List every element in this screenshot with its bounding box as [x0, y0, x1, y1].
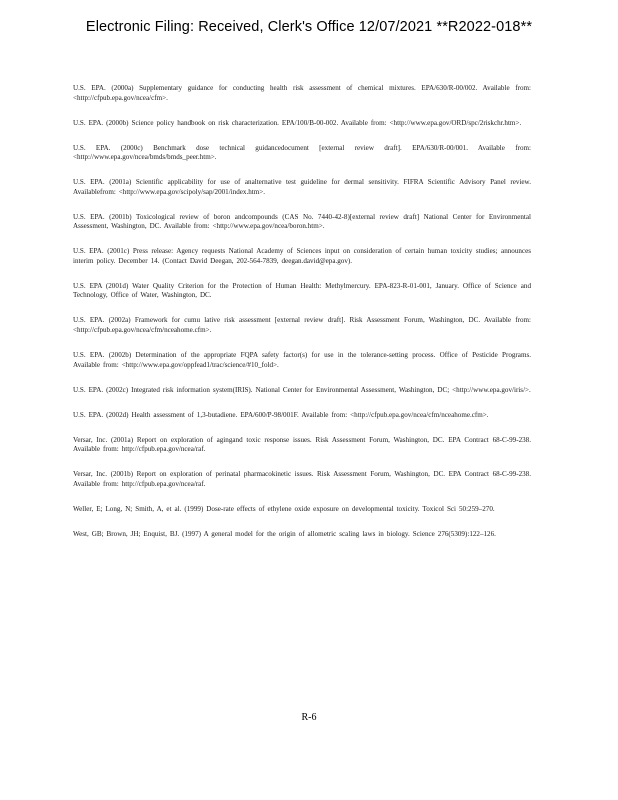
filing-header: Electronic Filing: Received, Clerk's Office 12/07/2021 **R2022-018**	[85, 19, 533, 35]
reference-entry: U.S. EPA. (2001a) Scientific applicability for use of analternative test guideline for dermal sensitivity. FIFRA Scientific Advisory Panel review. Availablefrom: <http://www.epa.gov/scipoly/sap/2001/index.htm>.	[73, 178, 531, 196]
reference-entry: U.S. EPA. (2002a) Framework for cumu lative risk assessment [external review draft]. Risk Assessment Forum, Washington, DC. Available from: <http://cfpub.epa.gov/ncea/cfm/nceahome.cfm>.	[73, 316, 531, 335]
reference-entry: U.S. EPA. (2001b) Toxicological review of boron andcompounds (CAS No. 7440-42-8)[external review draft] National Center for Environmental Assessment, Washington, DC. Available from: <http://www.epa.gov/ncea/boron.htm>.	[73, 212, 531, 231]
reference-entry: Weller, E; Long, N; Smith, A, et al. (1999) Dose-rate effects of ethylene oxide exposure on developmental toxicity. Toxicol Sci 50:259–270.	[73, 504, 495, 513]
reference-entry: U.S. EPA. (2000a) Supplementary guidance for conducting health risk assessment of chemical mixtures. EPA/630/R-00/002. Available from: <http://cfpub.epa.gov/ncea/cfm>.	[73, 84, 531, 102]
page-number: R-6	[301, 712, 317, 723]
reference-list	[73, 84, 531, 555]
reference-entry: Versar, Inc. (2001a) Report on exploration of agingand toxic response issues. Risk Assessment Forum, Washington, DC. EPA Contract 68-C-99-238. Available from: http://cfpub.epa.gov/ncea/raf.	[73, 435, 531, 454]
reference-entry: U.S. EPA. (2000c) Benchmark dose technical guidancedocument [external review draft]. EPA/630/R-00/001. Available from: <http://www.epa.gov/ncea/bmds/bmds_peer.htm>.	[73, 143, 531, 162]
reference-entry: U.S. EPA. (2002d) Health assessment of 1,3-butadiene. EPA/600/P-98/001F. Available from: <http://cfpub.epa.gov/ncea/cfm/nceahome.cfm>.	[73, 410, 489, 419]
reference-entry: U.S. EPA. (2002b) Determination of the appropriate FQPA safety factor(s) for use in the tolerance-setting process. Office of Pesticide Programs. Available from: <http://www.epa.gov/oppfead1/trac/science/#10_fold>.	[73, 351, 531, 369]
reference-entry: U.S. EPA. (2000b) Science policy handbook on risk characterization. EPA/100/B-00-002. Available from: <http://www.epa.gov/ORD/spc/2riskchr.htm>.	[73, 118, 522, 127]
reference-entry: U.S. EPA (2001d) Water Quality Criterion for the Protection of Human Health: Methylmercury. EPA-823-R-01-001, January. Office of Science and Technology, Office of Water, Washington, DC.	[73, 281, 531, 300]
reference-entry: West, GB; Brown, JH; Enquist, BJ. (1997) A general model for the origin of allometric scaling laws in biology. Science 276(5309):122–126.	[73, 529, 496, 538]
reference-entry: U.S. EPA. (2002c) Integrated risk information system(IRIS). National Center for Environmental Assessment, Washington, DC; <http://www.epa.gov/iris/>.	[73, 385, 531, 394]
reference-entry: Versar, Inc. (2001b) Report on exploration of perinatal pharmacokinetic issues. Risk Assessment Forum, Washington, DC. EPA Contract 68-C-99-238. Available from: http://cfpub.epa.gov/ncea/raf.	[73, 470, 531, 488]
reference-entry: U.S. EPA. (2001c) Press release: Agency requests National Academy of Sciences input on consideration of certain human toxicity studies; announces interim policy. December 14. (Contact David Deegan, 202-564-7839, deegan.david@epa.gov).	[73, 247, 531, 265]
